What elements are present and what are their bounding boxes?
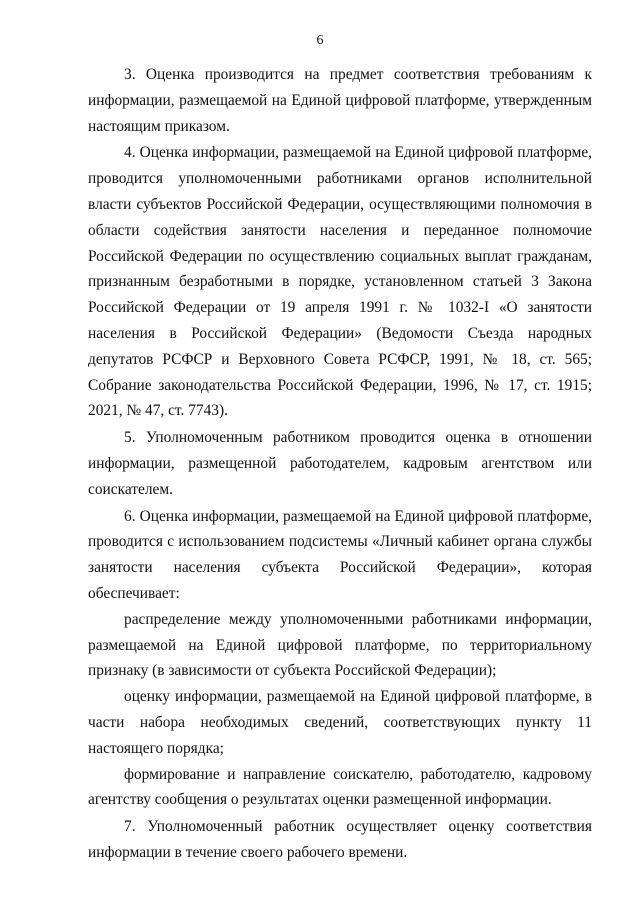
paragraph-6-item-distribution: распределение между уполномоченными работниками информации, размещаемой на Единой цифровой платформе, по территориальному признаку (в зависимости от субъекта Российской Федерации); (88, 610, 592, 680)
paragraph-4: 4. Оценка информации, размещаемой на Единой цифровой платформе, проводится уполномоченными работниками органов исполнительной власти субъектов Российской Федерации, осуществляющими полномочия в области содействия занятости населения и переданное полномочие Российской Федерации по осуществлению социальных выплат гражданам, признанным безработными в порядке, установленном статьей 3 Закона Российской Федерации от 19 апреля 1991 г. № 1032-I «О занятости населения в Российской Федерации» (Ведомости Съезда народных депутатов РСФСР и Верховного Совета РСФСР, 1991, № 18, ст. 565; Собрание законодательства Российской Федерации, 1996, № 17, ст. 1915; 2021, № 47, ст. 7743). (88, 144, 592, 420)
paragraph-3: 3. Оценка производится на предмет соответствия требованиям к информации, размещаемой на Единой цифровой платформе, утвержденным настоящим приказом. (88, 66, 592, 135)
paragraph-6-item-notification: формирование и направление соискателю, работодателю, кадровому агентству сообщения о результатах оценки размещенной информации. (88, 765, 592, 809)
paragraph-7: 7. Уполномоченный работник осуществляет оценку соответствия информации в течение своего рабочего времени. (88, 818, 592, 861)
paragraph-6-item-assessment: оценку информации, размещаемой на Единой цифровой платформе, в части набора необходимых сведений, соответствующих пункту 11 настоящего порядка; (88, 688, 592, 757)
document-body (88, 62, 592, 866)
paragraph-5: 5. Уполномоченным работником проводится оценка в отношении информации, размещенной работодателем, кадровым агентством или соискателем. (88, 429, 592, 498)
paragraph-6: 6. Оценка информации, размещаемой на Единой цифровой платформе, проводится с использованием подсистемы «Личный кабинет органа службы занятости населения субъекта Российской Федерации», которая обеспечивает: (88, 507, 592, 602)
page-number: 6 (316, 33, 324, 48)
